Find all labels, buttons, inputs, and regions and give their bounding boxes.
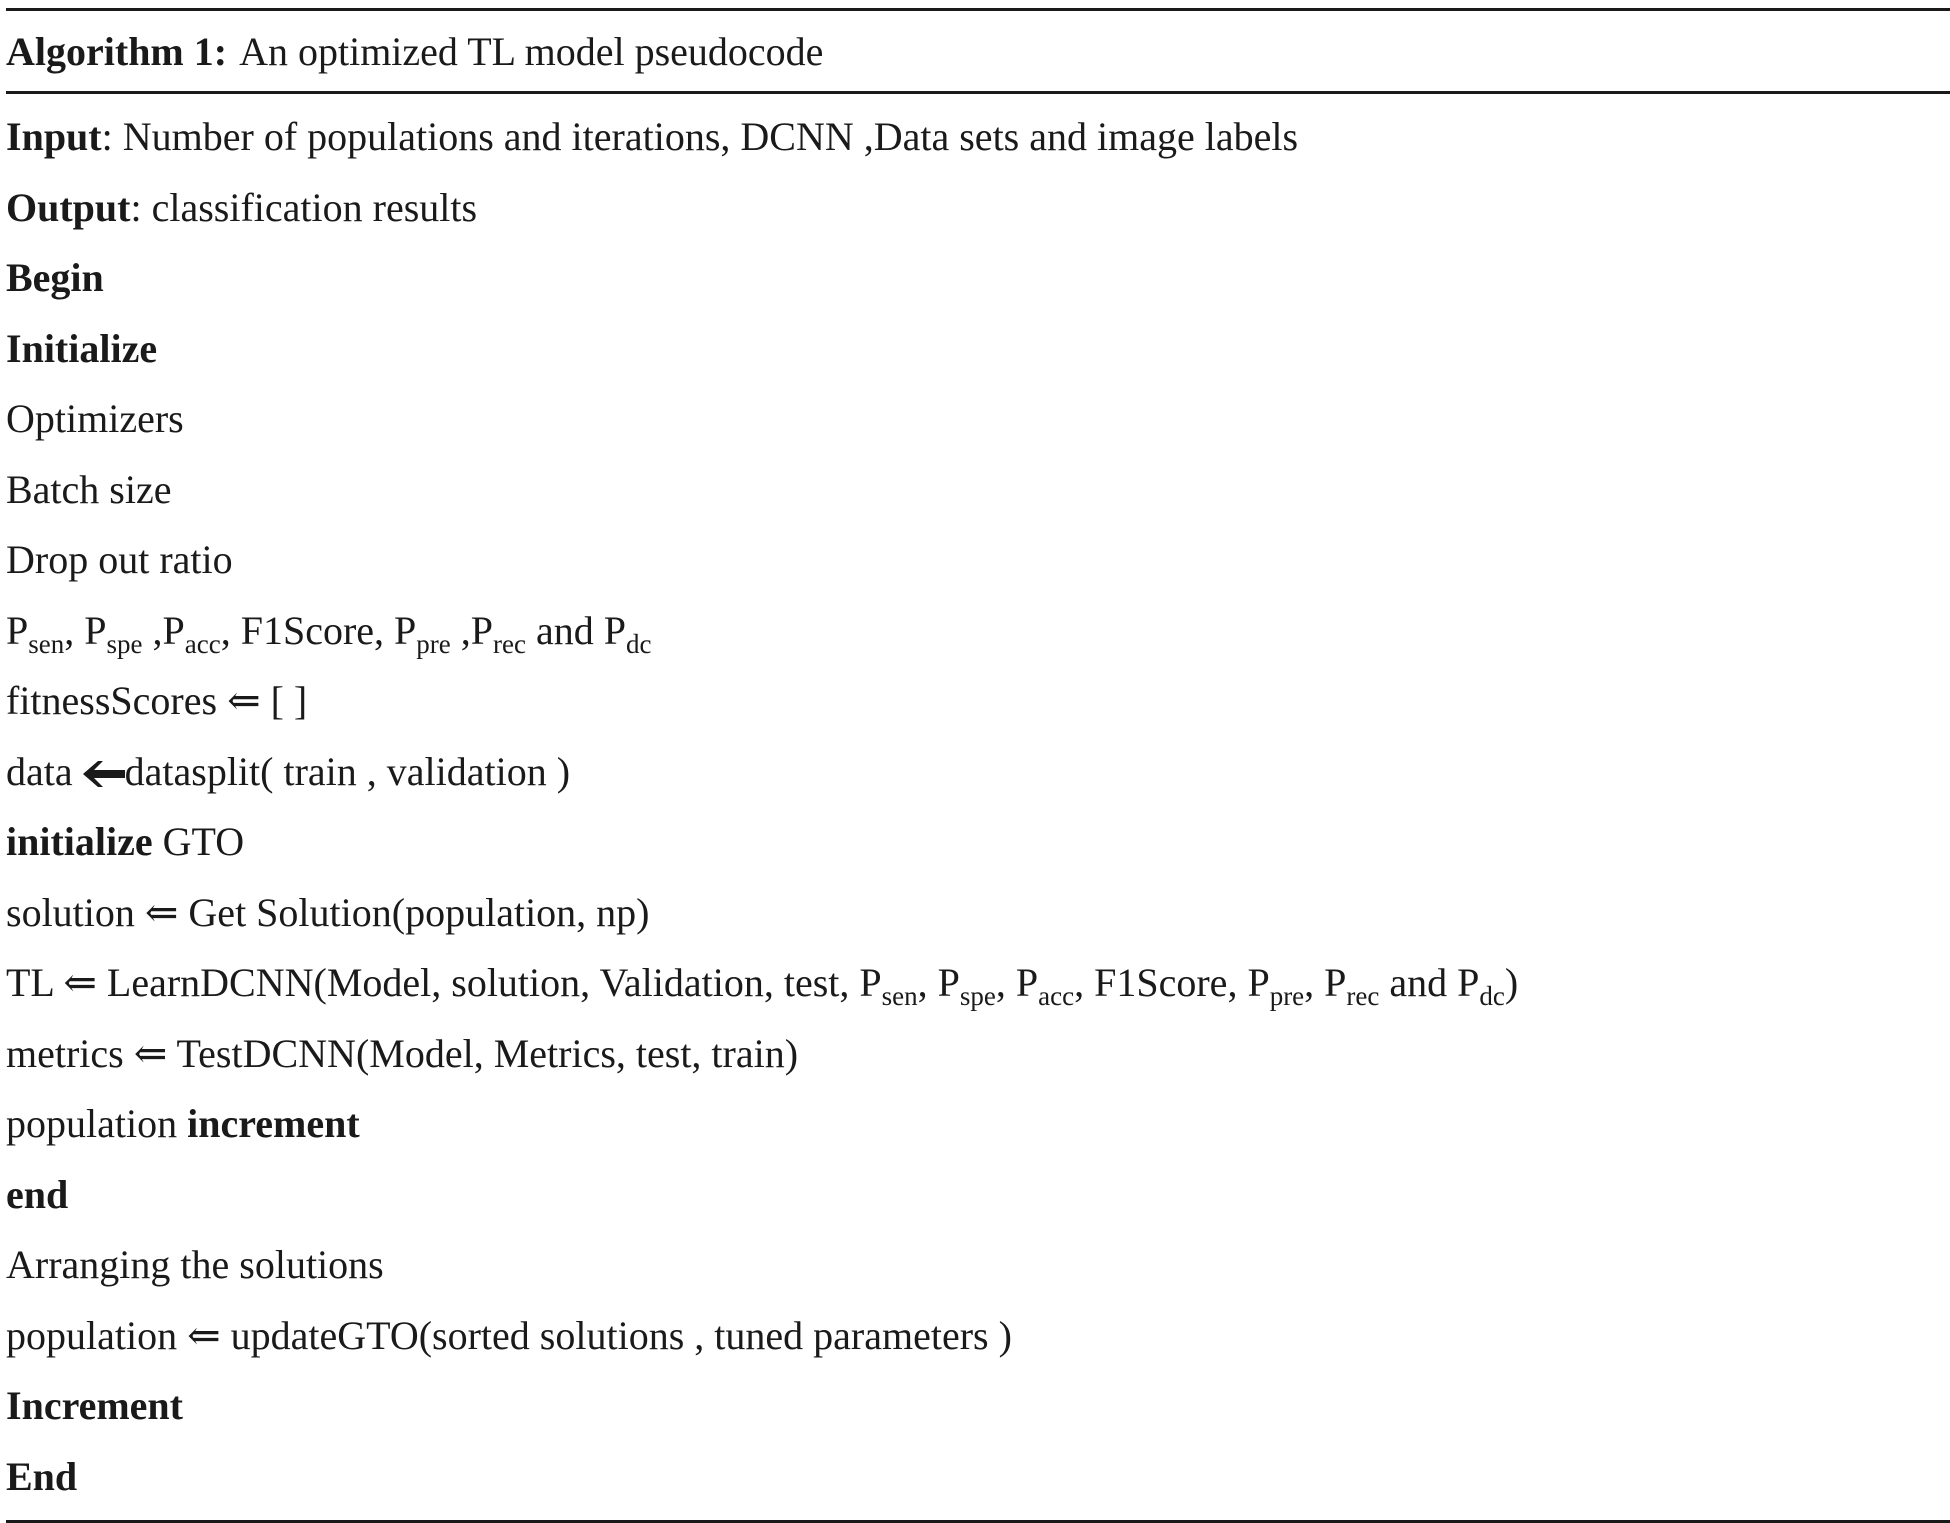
algorithm-header <box>6 11 1950 91</box>
optimizers-line: Optimizers <box>6 396 184 441</box>
p-symbol: P <box>394 607 417 653</box>
fitness-line: fitnessScores ⇐ [ ] <box>6 678 308 723</box>
p-symbol: P <box>859 960 882 1005</box>
arranging-line: Arranging the solutions <box>6 1242 384 1287</box>
p-symbol: P <box>1247 960 1270 1005</box>
sub-spe: spe <box>959 981 996 1011</box>
update-gto-line: population ⇐ updateGTO(sorted solutions , tuned parameters ) <box>6 1312 1012 1358</box>
tl-line: TL ⇐ LearnDCNN(Model, solution, Validation, test, $P_{sen}$, $P_{spe}$, $P_{acc}$, F1Score, $P_{pre}$, $P_{rec}$ and $P_{dc}$) <box>6 960 1519 1011</box>
p-symbol: P <box>1324 960 1347 1005</box>
and-text: and <box>535 607 594 653</box>
init-gto-line <box>6 807 1950 878</box>
population-text: population <box>6 1101 188 1146</box>
sub-pre: pre <box>1269 981 1305 1011</box>
output-text: : classification results <box>130 184 478 230</box>
sub-acc: acc <box>184 628 221 659</box>
p-symbol: P <box>603 607 626 653</box>
p-symbol: P <box>470 607 494 653</box>
population-increment-line <box>6 1089 1950 1160</box>
data-var: data <box>6 748 73 794</box>
end-lower-line: end <box>6 1171 69 1217</box>
sub-sen: sen <box>881 981 918 1011</box>
sub-acc: acc <box>1038 981 1075 1011</box>
output-line <box>6 173 1950 244</box>
bold-left-arrow-icon <box>83 759 125 789</box>
algorithm-body <box>6 94 1950 1520</box>
tl-start: TL ⇐ LearnDCNN(Model, solution, Validation, test, <box>6 960 860 1005</box>
sub-dc: dc <box>626 628 652 659</box>
input-label: Input <box>6 114 102 159</box>
increment-keyword: increment <box>187 1101 360 1146</box>
p-symbol: P <box>1015 960 1039 1005</box>
algorithm-label: Algorithm 1: <box>6 28 228 74</box>
initialize-line: Initialize <box>6 325 158 371</box>
p-symbol: P <box>162 607 185 653</box>
p-symbol: P <box>937 960 960 1005</box>
init-gto-rest: GTO <box>152 819 245 864</box>
init-gto-keyword: initialize <box>6 819 153 864</box>
p-symbol: P <box>6 607 29 653</box>
data-split-line <box>6 737 1950 808</box>
sub-dc: dc <box>1479 981 1505 1011</box>
algorithm-title: An optimized TL model pseudocode <box>239 28 824 74</box>
batch-size-line: Batch size <box>6 466 172 512</box>
input-text: : Number of populations and iterations, DCNN ,Data sets and image labels <box>101 114 1299 159</box>
end-upper-line: End <box>6 1453 78 1499</box>
metrics-line: metrics ⇐ TestDCNN(Model, Metrics, test, train) <box>6 1030 799 1076</box>
datasplit-call: datasplit( train , validation ) <box>124 748 571 794</box>
f1score-text: F1Score <box>240 607 375 653</box>
metrics-params-line: $P_{sen}$, $P_{spe}$ $,P_{acc}$, F1Score, $P_{pre}$ $,P_{rec}$ and $P_{dc}$ <box>6 607 652 659</box>
and-text: and <box>1389 960 1448 1005</box>
begin-line: Begin <box>6 255 104 300</box>
output-label: Output <box>6 184 131 230</box>
solution-line: solution ⇐ Get Solution(population, np) <box>6 889 650 935</box>
algorithm-box <box>6 8 1950 1523</box>
sub-rec: rec <box>1346 981 1380 1011</box>
sub-sen: sen <box>28 628 65 659</box>
p-symbol: P <box>84 607 107 653</box>
increment-line: Increment <box>6 1383 183 1428</box>
sub-pre: pre <box>416 628 451 659</box>
dropout-line: Drop out ratio <box>6 537 233 582</box>
input-line <box>6 102 1950 173</box>
p-symbol: P <box>1457 960 1480 1005</box>
sub-rec: rec <box>493 628 526 659</box>
sub-spe: spe <box>106 628 143 659</box>
f1score-text: F1Score <box>1094 960 1228 1005</box>
